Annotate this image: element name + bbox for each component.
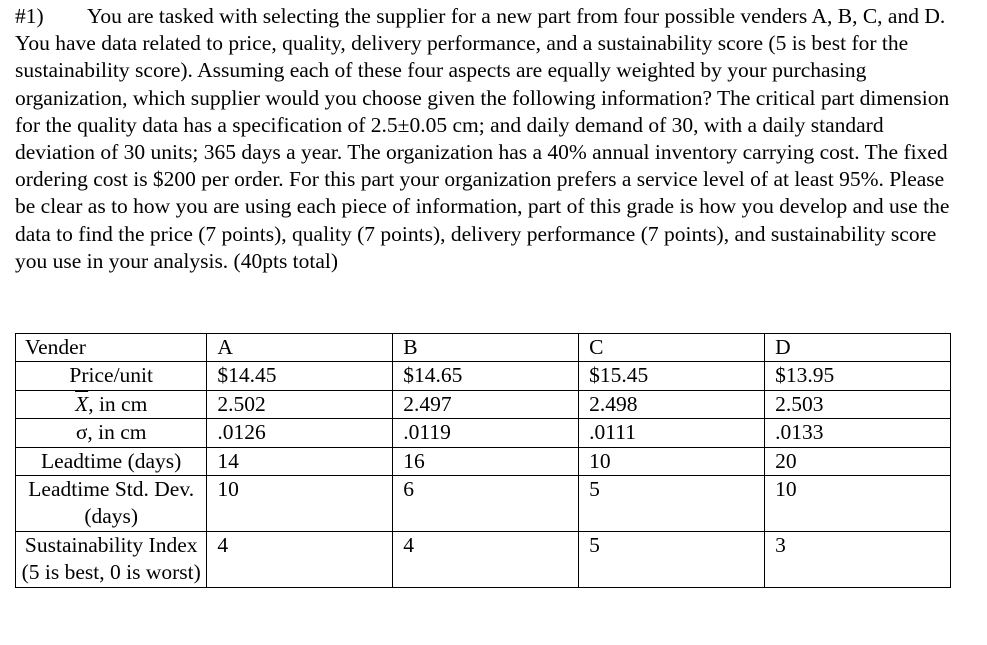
- cell-leadtime-a: 14: [207, 447, 393, 475]
- cell-leadtime-c: 10: [579, 447, 765, 475]
- cell-sigma-b: .0119: [393, 419, 579, 447]
- cell-mean-b: 2.497: [393, 390, 579, 418]
- problem-number: #1): [15, 4, 44, 28]
- cell-mean-a: 2.502: [207, 390, 393, 418]
- cell-sigma-c: .0111: [579, 419, 765, 447]
- header-vendor-c: C: [579, 334, 765, 362]
- problem-statement: [15, 3, 960, 275]
- table-row-leadtime: [16, 447, 951, 475]
- table-row-leadtime-std: [16, 476, 951, 532]
- row-label-leadtime: Leadtime (days): [16, 447, 207, 475]
- x-bar-symbol: $\overline{X}$: [75, 391, 89, 416]
- table-row-sustainability: [16, 531, 951, 587]
- table-row-sigma: [16, 419, 951, 447]
- cell-leadtime-std-b: 6: [393, 476, 579, 532]
- cell-sigma-d: .0133: [765, 419, 951, 447]
- cell-sustainability-c: 5: [579, 531, 765, 587]
- cell-leadtime-std-d: 10: [765, 476, 951, 532]
- row-label-price: Price/unit: [16, 362, 207, 390]
- cell-mean-c: 2.498: [579, 390, 765, 418]
- table-header-row: [16, 334, 951, 362]
- header-vendor-a: A: [207, 334, 393, 362]
- cell-price-a: $14.45: [207, 362, 393, 390]
- cell-sustainability-d: 3: [765, 531, 951, 587]
- cell-leadtime-d: 20: [765, 447, 951, 475]
- cell-leadtime-std-a: 10: [207, 476, 393, 532]
- cell-price-b: $14.65: [393, 362, 579, 390]
- cell-sustainability-a: 4: [207, 531, 393, 587]
- problem-text: You are tasked with selecting the supplier for a new part from four possible venders A, B, C, and D. You have data related to price, quality, delivery performance, and a sustainability score (5 is best for the sustainability score). Assuming each of these four aspects are equally weighted by your purchasing organization, which supplier would you choose given the following information? The critical part dimension for the quality data has a specification of 2.5±0.05 cm; and daily demand of 30, with a daily standard deviation of 30 units; 365 days a year. The organization has a 40% annual inventory carrying cost. The fixed ordering cost is $200 per order. For this part your organization prefers a service level of at least 95%. Please be clear as to how you are using each piece of information, part of this grade is how you develop and use the data to find the price (7 points), quality (7 points), delivery performance (7 points), and sustainability score you use in your analysis. (40pts total): [15, 4, 950, 273]
- cell-sustainability-b: 4: [393, 531, 579, 587]
- vendor-table: [15, 333, 951, 588]
- row-label-sustainability: Sustainability Index (5 is best, 0 is worst): [16, 531, 207, 587]
- row-label-mean: [16, 390, 207, 418]
- cell-leadtime-std-c: 5: [579, 476, 765, 532]
- header-vendor-d: D: [765, 334, 951, 362]
- row-label-sigma: σ, in cm: [16, 419, 207, 447]
- header-vendor-b: B: [393, 334, 579, 362]
- header-vender: Vender: [16, 334, 207, 362]
- cell-price-d: $13.95: [765, 362, 951, 390]
- cell-mean-d: 2.503: [765, 390, 951, 418]
- cell-price-c: $15.45: [579, 362, 765, 390]
- row-label-leadtime-std: Leadtime Std. Dev. (days): [16, 476, 207, 532]
- table-row-price: [16, 362, 951, 390]
- table-row-mean: [16, 390, 951, 418]
- cell-leadtime-b: 16: [393, 447, 579, 475]
- cell-sigma-a: .0126: [207, 419, 393, 447]
- row-label-mean-suffix: , in cm: [88, 391, 148, 416]
